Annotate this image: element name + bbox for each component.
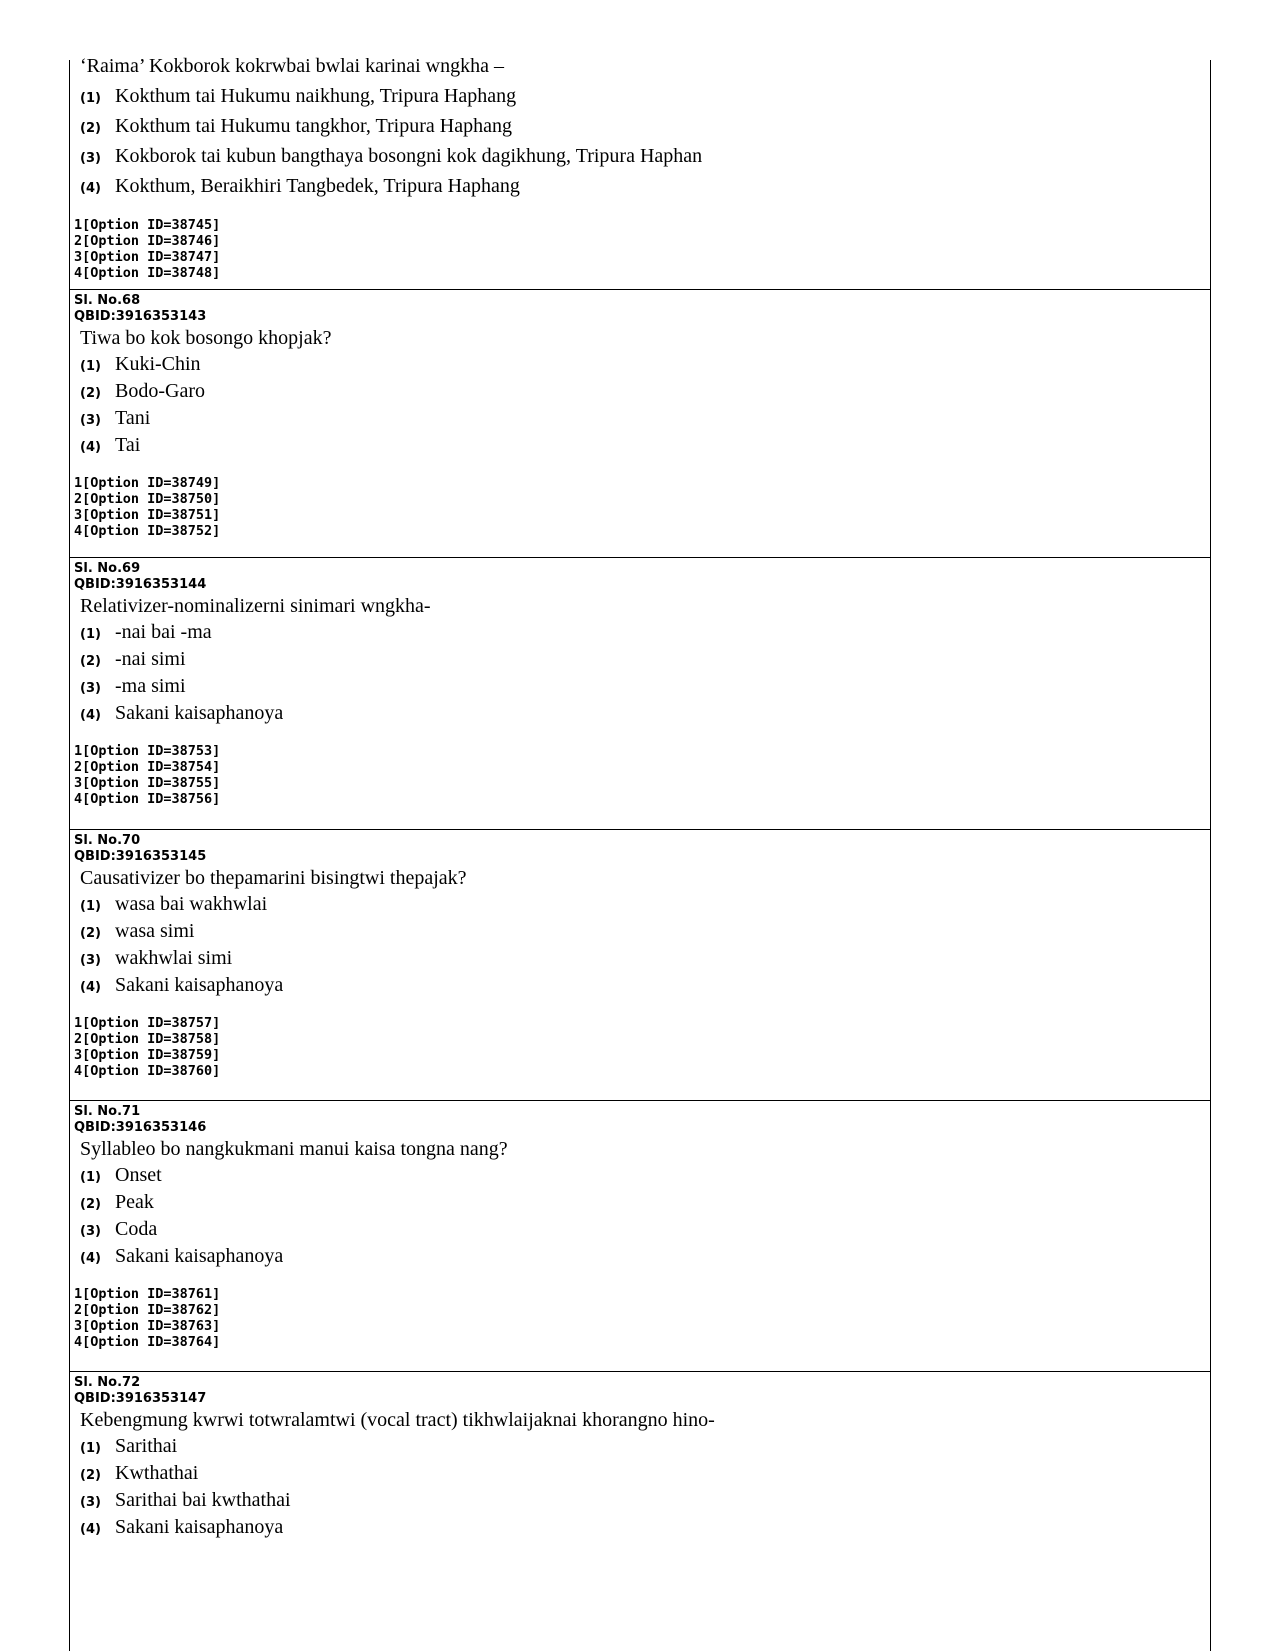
option-4: [70, 1245, 1210, 1272]
option-text: Kokthum, Beraikhiri Tangbedek, Tripura Haphang: [115, 175, 520, 197]
option-id: 3[Option ID=38751]: [74, 507, 221, 523]
option-number: (4): [80, 1522, 101, 1537]
question-block: [70, 289, 1210, 539]
question-block: [70, 1100, 1210, 1350]
option-4: [70, 1516, 1210, 1543]
question-text: Causativizer bo thepamarini bisingtwi thepajak?: [80, 867, 467, 889]
option-id: 4[Option ID=38748]: [74, 265, 221, 281]
option-number: (3): [80, 1224, 101, 1239]
option-id: 1[Option ID=38757]: [74, 1015, 221, 1031]
qbid: QBID:3916353143: [74, 309, 207, 324]
option-number: (1): [80, 1441, 101, 1456]
option-number: (2): [80, 654, 101, 669]
qbid: QBID:3916353144: [74, 577, 207, 592]
option-id-list: [70, 1286, 1210, 1350]
question-text: Kebengmung kwrwi totwralamtwi (vocal tract) tikhwlaijaknai khorangno hino-: [80, 1409, 715, 1431]
option-text: wakhwlai simi: [115, 947, 233, 969]
option-2: [70, 115, 1210, 145]
option-id: 2[Option ID=38762]: [74, 1302, 221, 1318]
option-id: 2[Option ID=38754]: [74, 759, 221, 775]
option-id: 4[Option ID=38752]: [74, 523, 221, 539]
question-text: ‘Raima’ Kokborok kokrwbai bwlai karinai wngkha –: [80, 55, 504, 77]
option-text: Sakani kaisaphanoya: [115, 702, 284, 724]
option-text: Onset: [115, 1164, 162, 1186]
option-id: 1[Option ID=38745]: [74, 217, 221, 233]
option-number: (1): [80, 91, 101, 106]
option-id: 1[Option ID=38749]: [74, 475, 221, 491]
option-text: -nai bai -ma: [115, 621, 212, 643]
question-block: [70, 1371, 1210, 1543]
option-text: Coda: [115, 1218, 158, 1240]
option-number: (4): [80, 1251, 101, 1266]
option-1: [70, 85, 1210, 115]
question-sheet: [69, 55, 1211, 1651]
option-number: (3): [80, 681, 101, 696]
serial-number: Sl. No.71: [74, 1104, 141, 1119]
option-number: (1): [80, 899, 101, 914]
option-number: (1): [80, 627, 101, 642]
option-4: [70, 175, 1210, 205]
option-number: (4): [80, 980, 101, 995]
option-1: [70, 893, 1210, 920]
option-text: Sakani kaisaphanoya: [115, 1245, 284, 1267]
option-id: 3[Option ID=38747]: [74, 249, 221, 265]
option-id: 3[Option ID=38759]: [74, 1047, 221, 1063]
option-1: [70, 621, 1210, 648]
option-id: 1[Option ID=38761]: [74, 1286, 221, 1302]
option-id-list: [70, 217, 1210, 281]
option-number: (3): [80, 1495, 101, 1510]
serial-number: Sl. No.72: [74, 1375, 141, 1390]
option-text: -nai simi: [115, 648, 186, 670]
serial-number: Sl. No.69: [74, 561, 141, 576]
option-text: Kuki-Chin: [115, 353, 201, 375]
question-text: Tiwa bo kok bosongo khopjak?: [80, 327, 332, 349]
option-4: [70, 974, 1210, 1001]
option-number: (3): [80, 953, 101, 968]
option-text: Tai: [115, 434, 141, 456]
option-id: 4[Option ID=38764]: [74, 1334, 221, 1350]
option-number: (2): [80, 1197, 101, 1212]
option-number: (4): [80, 181, 101, 196]
option-3: [70, 1218, 1210, 1245]
qbid: QBID:3916353147: [74, 1391, 207, 1406]
option-id: 3[Option ID=38763]: [74, 1318, 221, 1334]
option-id: 2[Option ID=38750]: [74, 491, 221, 507]
serial-number: Sl. No.68: [74, 293, 141, 308]
option-text: Sakani kaisaphanoya: [115, 974, 284, 996]
option-2: [70, 380, 1210, 407]
option-id-list: [70, 475, 1210, 539]
option-number: (4): [80, 708, 101, 723]
option-1: [70, 1435, 1210, 1462]
option-4: [70, 702, 1210, 729]
option-1: [70, 353, 1210, 380]
option-3: [70, 675, 1210, 702]
question-block: [70, 829, 1210, 1079]
option-4: [70, 434, 1210, 461]
option-3: [70, 145, 1210, 175]
option-number: (4): [80, 440, 101, 455]
option-2: [70, 920, 1210, 947]
option-text: Kokthum tai Hukumu tangkhor, Tripura Haphang: [115, 115, 512, 137]
option-number: (2): [80, 1468, 101, 1483]
option-id: 1[Option ID=38753]: [74, 743, 221, 759]
option-text: Tani: [115, 407, 151, 429]
option-2: [70, 1462, 1210, 1489]
option-id-list: [70, 743, 1210, 807]
option-id: 4[Option ID=38760]: [74, 1063, 221, 1079]
question-block: [70, 557, 1210, 807]
option-text: Sakani kaisaphanoya: [115, 1516, 284, 1538]
option-1: [70, 1164, 1210, 1191]
option-text: -ma simi: [115, 675, 186, 697]
option-id: 3[Option ID=38755]: [74, 775, 221, 791]
option-number: (3): [80, 413, 101, 428]
option-number: (2): [80, 926, 101, 941]
qbid: QBID:3916353145: [74, 849, 207, 864]
question-text: Syllableo bo nangkukmani manui kaisa tongna nang?: [80, 1138, 508, 1160]
option-number: (2): [80, 386, 101, 401]
option-id: 4[Option ID=38756]: [74, 791, 221, 807]
option-number: (1): [80, 359, 101, 374]
option-text: wasa simi: [115, 920, 195, 942]
question-block: [70, 53, 1210, 281]
option-number: (2): [80, 121, 101, 136]
option-2: [70, 1191, 1210, 1218]
option-text: Kokborok tai kubun bangthaya bosongni kok dagikhung, Tripura Haphan: [115, 145, 703, 167]
question-text: Relativizer-nominalizerni sinimari wngkha-: [80, 595, 431, 617]
option-3: [70, 407, 1210, 434]
option-id: 2[Option ID=38758]: [74, 1031, 221, 1047]
option-3: [70, 947, 1210, 974]
qbid: QBID:3916353146: [74, 1120, 207, 1135]
option-text: Kwthathai: [115, 1462, 199, 1484]
option-id-list: [70, 1015, 1210, 1079]
option-number: (1): [80, 1170, 101, 1185]
option-text: Sarithai: [115, 1435, 178, 1457]
option-text: Kokthum tai Hukumu naikhung, Tripura Haphang: [115, 85, 517, 107]
option-2: [70, 648, 1210, 675]
option-text: Bodo-Garo: [115, 380, 205, 402]
option-text: Peak: [115, 1191, 154, 1213]
option-text: wasa bai wakhwlai: [115, 893, 268, 915]
option-3: [70, 1489, 1210, 1516]
option-text: Sarithai bai kwthathai: [115, 1489, 291, 1511]
option-id: 2[Option ID=38746]: [74, 233, 221, 249]
serial-number: Sl. No.70: [74, 833, 141, 848]
option-number: (3): [80, 151, 101, 166]
